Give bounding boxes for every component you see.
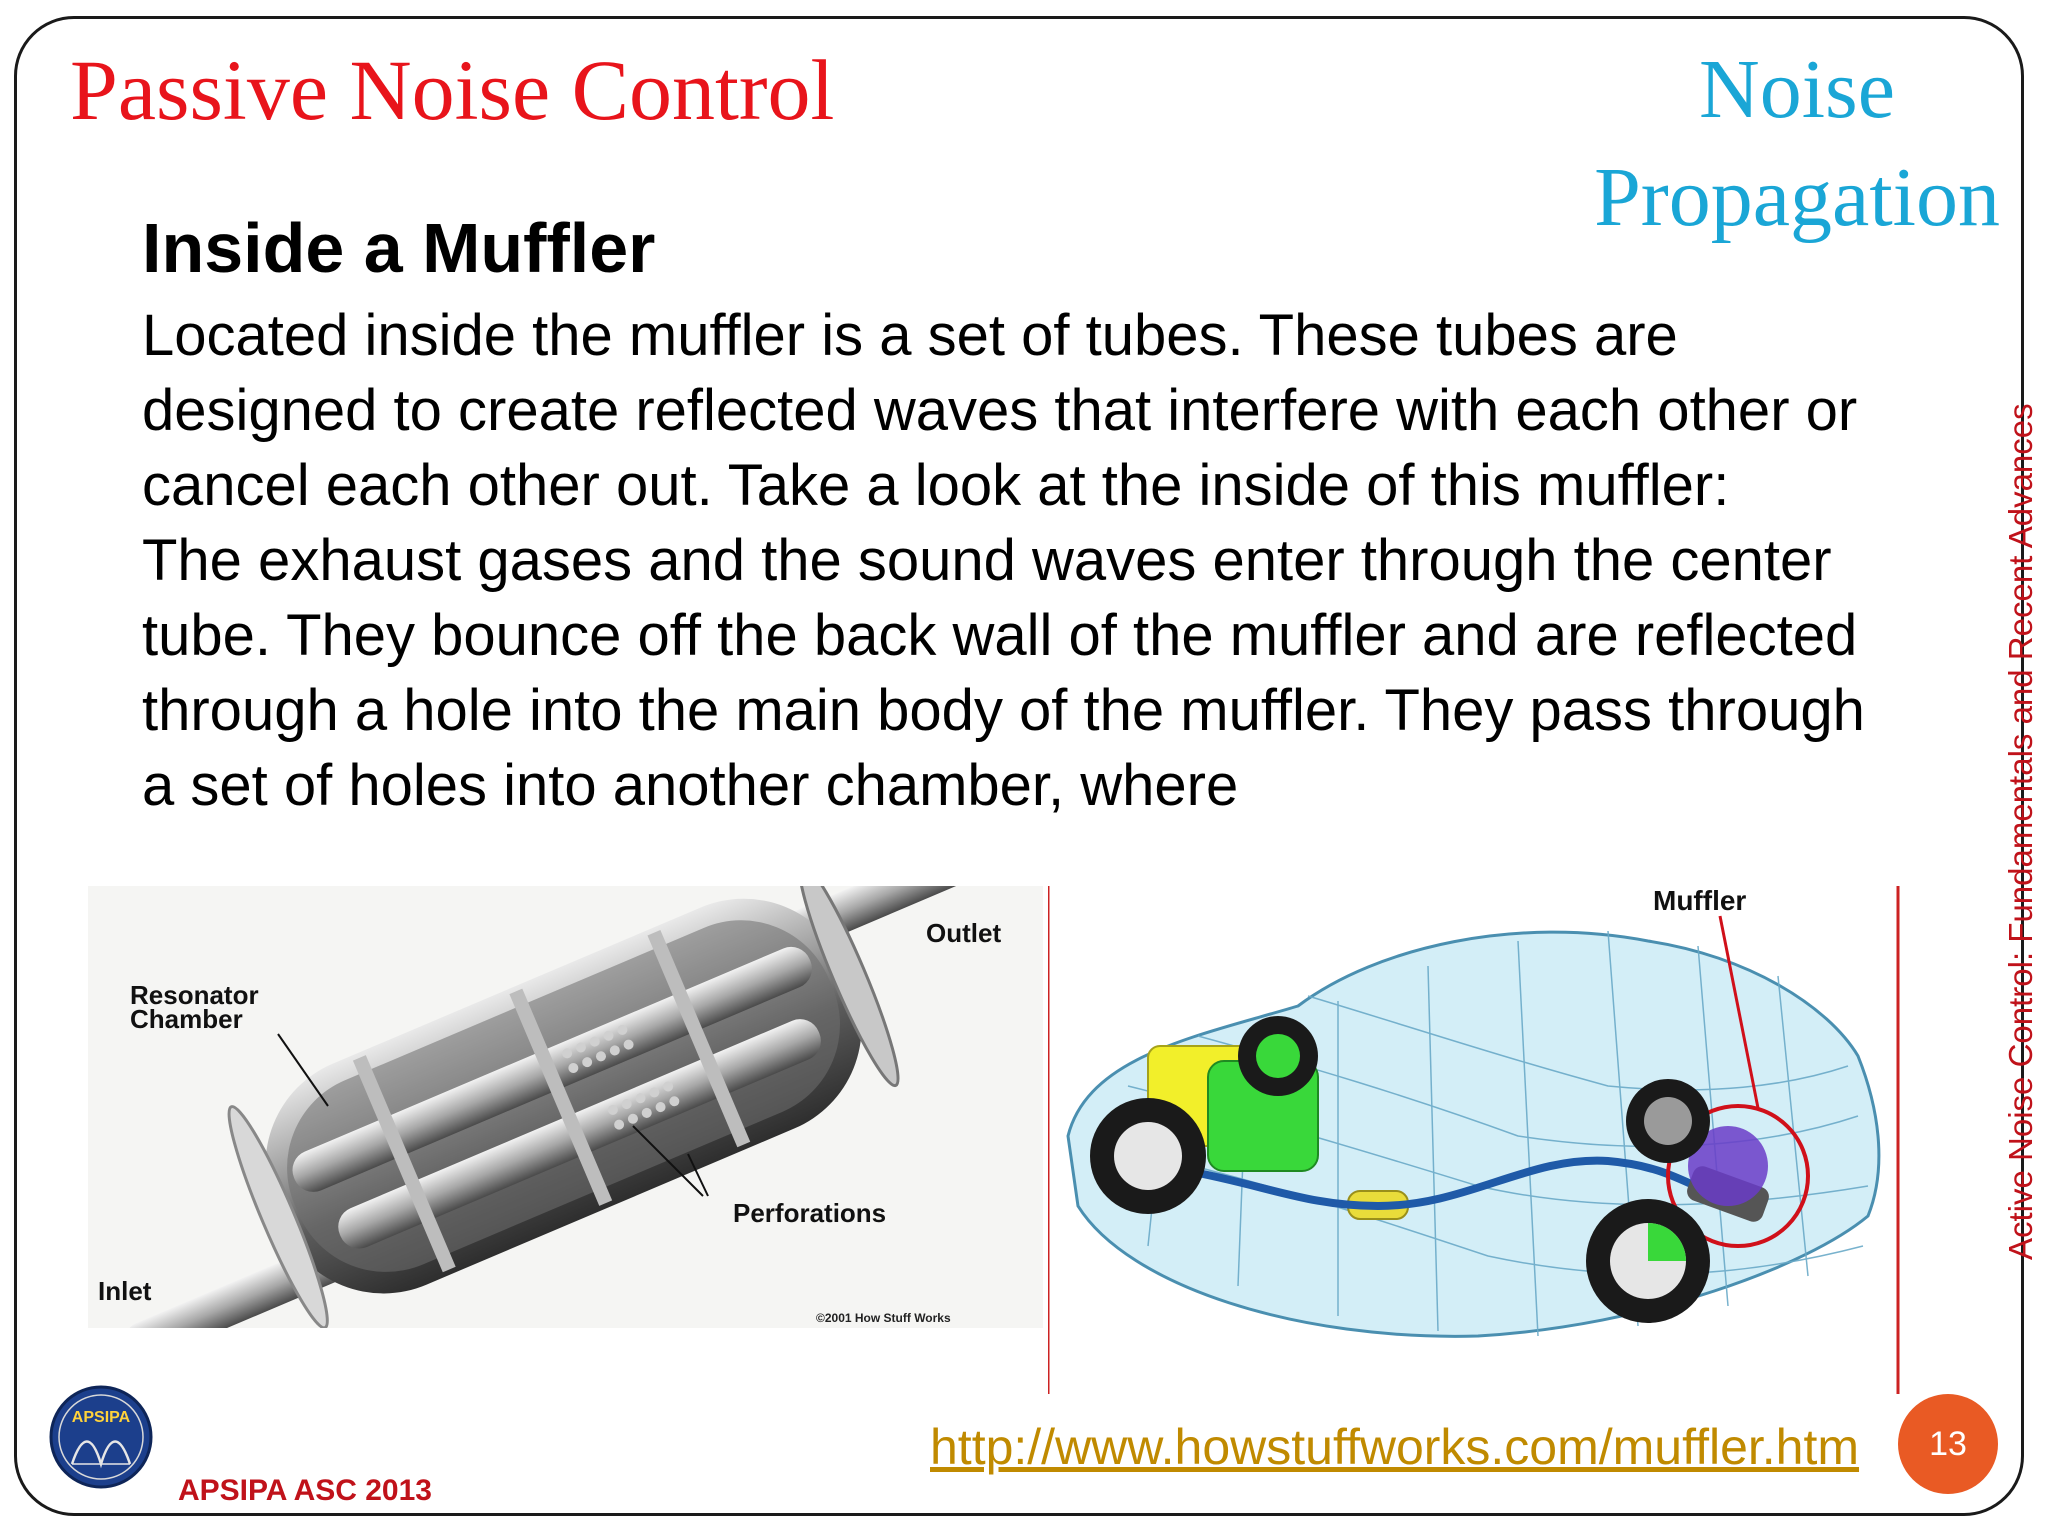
label-muffler: Muffler [1653, 886, 1747, 916]
content-heading: Inside a Muffler [142, 209, 656, 287]
section-title-line1: Noise [1699, 43, 1896, 136]
slide-title: Passive Noise Control [70, 42, 835, 138]
section-title [1594, 36, 2000, 252]
vertical-course-title: Active Noise Control: Fundamentals and Recent Advances [2002, 403, 2039, 1260]
footer-conference: APSIPA ASC 2013 [178, 1474, 432, 1507]
body-text [142, 298, 1912, 890]
source-link[interactable]: http://www.howstuffworks.com/muffler.htm [930, 1419, 1860, 1475]
label-perforations: Perforations [733, 1198, 887, 1228]
paragraph-1: Located inside the muffler is a set of tubes. These tubes are designed to create reflected waves that interfere with each other or cancel each other out. Take a look at the inside of this muffler: [142, 303, 1858, 518]
label-inlet: Inlet [98, 1276, 152, 1306]
label-outlet: Outlet [926, 918, 1002, 948]
label-resonator-1: Resonator [130, 980, 259, 1010]
car-illustration [1048, 886, 1902, 1394]
apsipa-logo-icon [48, 1384, 154, 1490]
section-title-line2: Propagation [1594, 151, 2000, 244]
page-number-badge: 13 [1898, 1394, 1998, 1494]
muffler-cutaway-image [88, 886, 1043, 1328]
logo-text: APSIPA [71, 1409, 131, 1426]
copyright-text: ©2001 How Stuff Works [816, 1311, 951, 1325]
apsipa-logo [48, 1384, 154, 1490]
paragraph-2: The exhaust gases and the sound waves enter through the center tube. They bounce off the back wall of the muffler and are reflected through a hole into the main body of the muffler. They pass through a set of holes into another chamber, where [142, 528, 1865, 818]
label-resonator-2: Chamber [130, 1004, 243, 1034]
muffler-illustration [88, 886, 1043, 1328]
car-exhaust-image [1048, 886, 1902, 1394]
